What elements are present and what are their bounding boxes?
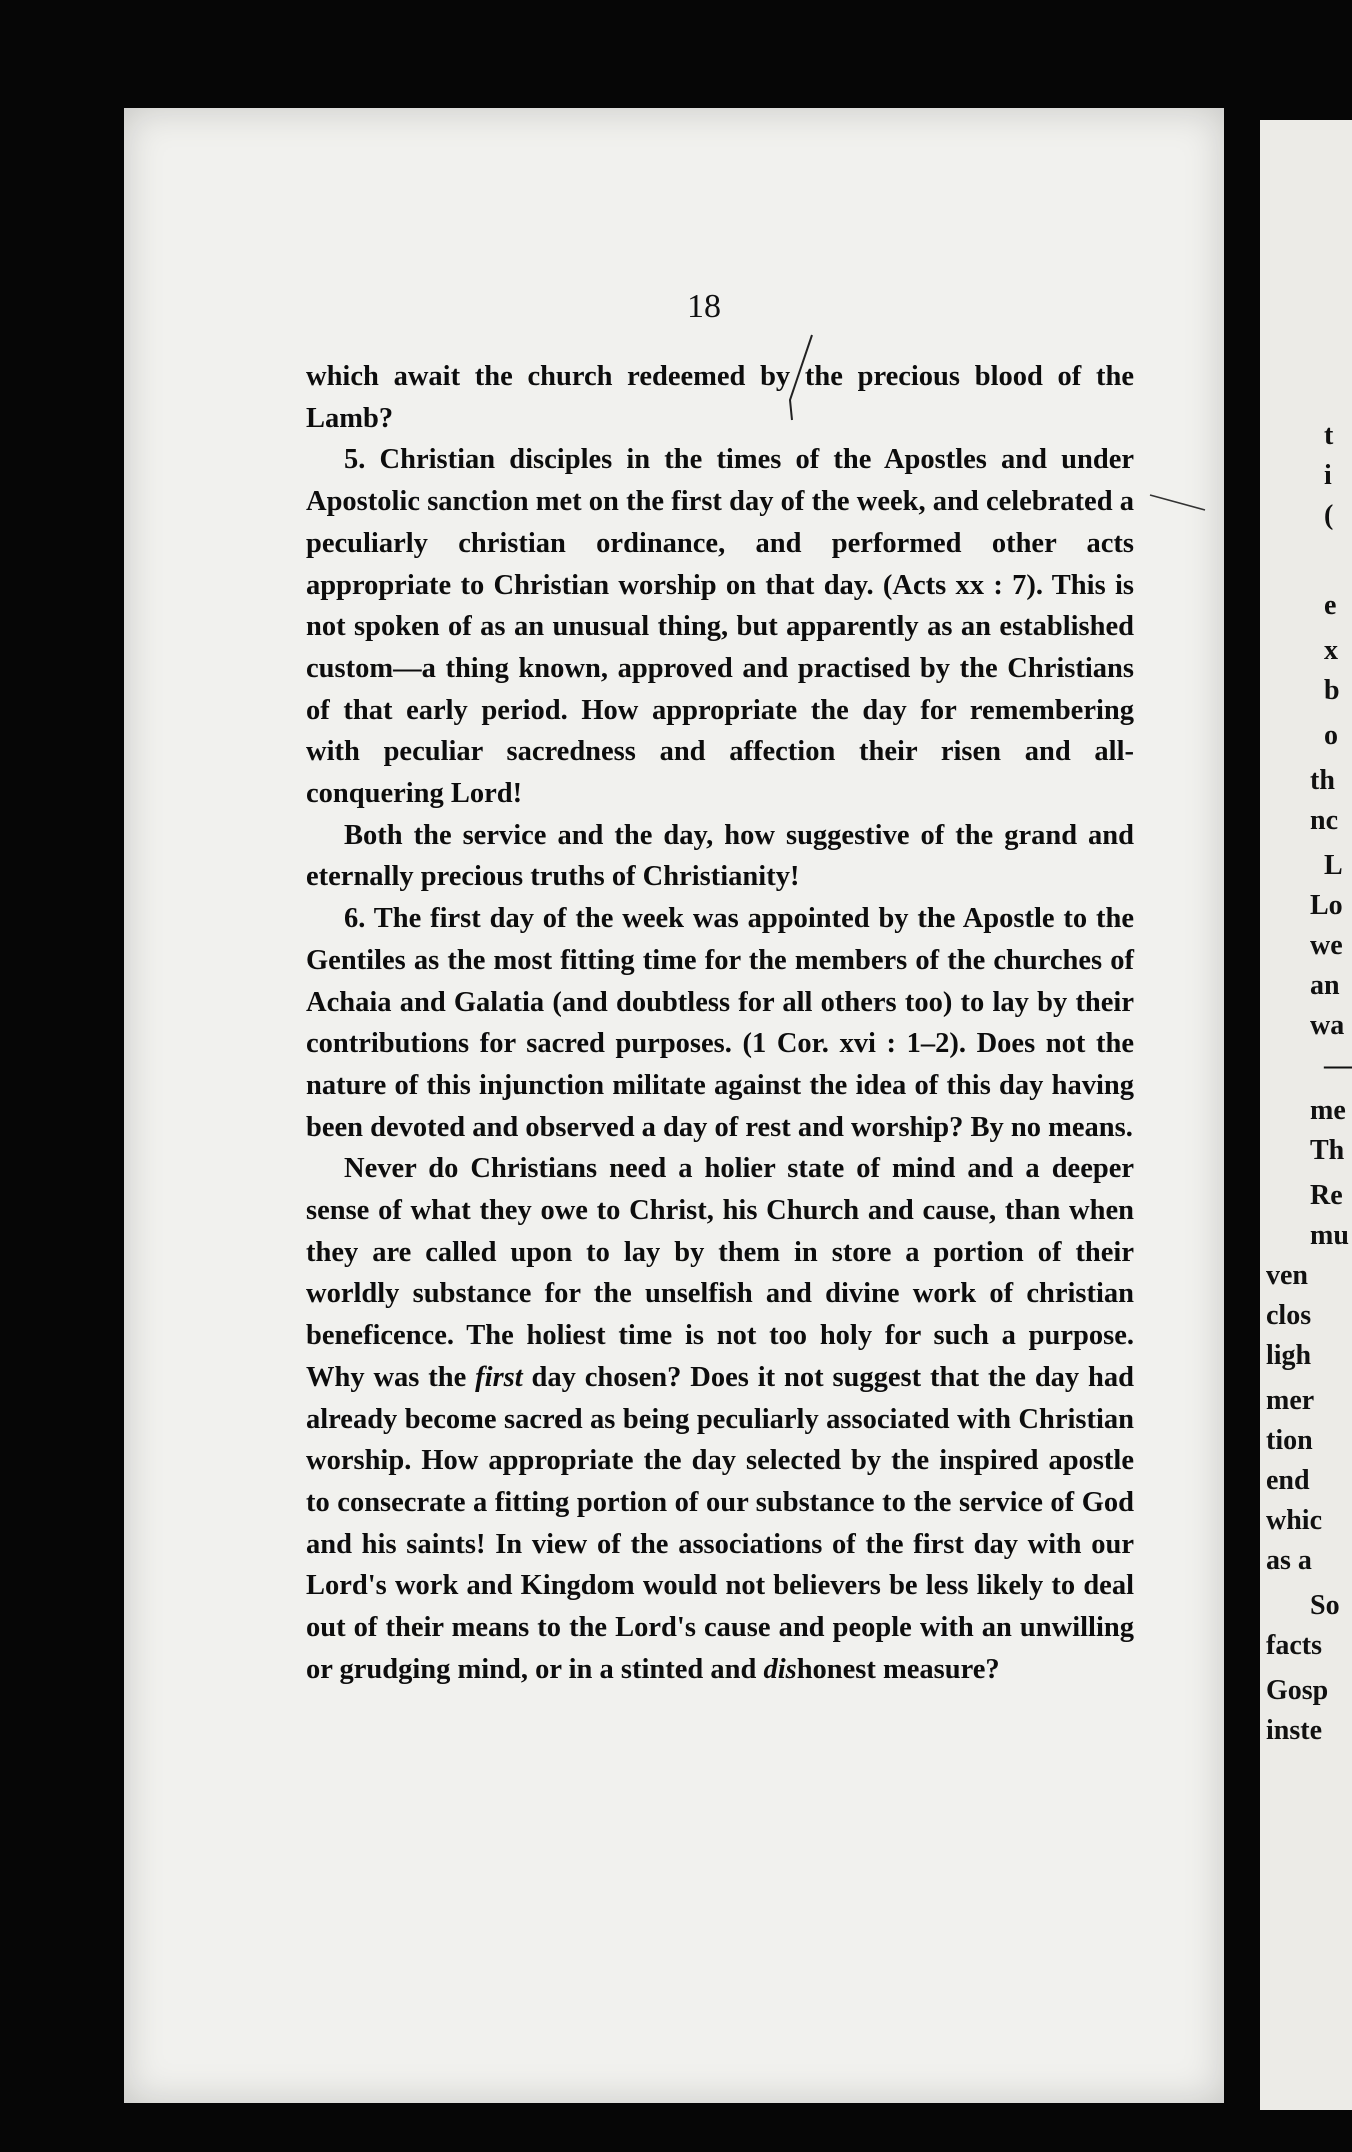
facing-page-fragment: So — [1310, 1590, 1340, 1621]
facing-page-fragment: mer — [1266, 1385, 1315, 1416]
facing-page-fragment: — — [1324, 1050, 1352, 1081]
facing-page-fragment: o — [1324, 720, 1338, 751]
facing-page-fragment: facts — [1266, 1630, 1322, 1661]
paragraph — [306, 1148, 1134, 1690]
paragraph — [306, 439, 1134, 814]
facing-page-fragment: tion — [1266, 1425, 1313, 1456]
text-run: day chosen? Does it not suggest that the day had already become sacred as being peculiarly associated with Christian worship. How appropriate the day selected by the inspired apostle to consecrate a fitting portion of our substance to the service of God and his saints! In view of the associations of the first day with our Lord's work and Kingdom would not believers be less likely to deal out of their means to the Lord's cause and people with an unwilling or grudging mind, or in a stinted and — [306, 1361, 1135, 1685]
text-run: honest measure? — [796, 1653, 1000, 1685]
text-run: Never do Christians need a holier state of mind and a deeper sense of what they owe to Christ, his Church and cause, than when they are called upon to lay by them in store a portion of their worldly substance for the unselfish and divine work of christian beneficence. The holiest time is not too holy for such a purpose. Why was the — [306, 1153, 1134, 1393]
facing-page-fragment: ligh — [1266, 1340, 1312, 1371]
facing-page-fragment: b — [1324, 675, 1340, 706]
facing-page-fragment: inste — [1266, 1715, 1322, 1746]
facing-page-fragment: x — [1324, 635, 1338, 666]
body-text — [306, 356, 1134, 1691]
facing-page-fragment: mu — [1310, 1220, 1349, 1251]
facing-page-fragment: wa — [1310, 1010, 1345, 1041]
facing-page-fragment: ven — [1266, 1260, 1308, 1291]
italic-text: dis — [763, 1653, 797, 1685]
facing-page-edge — [1260, 120, 1352, 2110]
facing-page-fragment: th — [1310, 765, 1335, 796]
facing-page-fragment: Th — [1310, 1135, 1345, 1166]
paragraph — [306, 815, 1134, 898]
facing-page-fragment: end — [1266, 1465, 1310, 1496]
facing-page-fragment: clos — [1266, 1300, 1312, 1331]
text-run: 6. The first day of the week was appointed by the Apostle to the Gentiles as the most fitting time for the members of the churches of Achaia and Galatia (and doubtless for all others too) to lay by their contributions for sacred purposes. (1 Cor. xvi : 1–2). Does not the nature of this injunction militate against the idea of this day having been devoted and observed a day of rest and worship? By no means. — [306, 903, 1134, 1143]
facing-page-fragment: i — [1324, 460, 1332, 491]
facing-page-fragment: whic — [1266, 1505, 1322, 1536]
facing-page-fragment: we — [1310, 930, 1343, 961]
page-number: 18 — [687, 288, 721, 325]
paragraph — [306, 356, 1134, 439]
facing-page-fragment: nc — [1310, 805, 1338, 836]
text-run: 5. Christian disciples in the times of the Apostles and under Apostolic sanction met on the first day of the week, and celebrated a peculiarly christian ordinance, and performed other acts appropriate to Christian worship on that day. (Acts xx : 7). This is not spoken of as an unusual thing, but apparently as an established custom—a thing known, approved and practised by the Christians of that early period. How appropriate the day for remembering with peculiar sacredness and affection their risen and all-conquering Lord! — [306, 444, 1134, 810]
book-page — [124, 108, 1224, 2103]
paragraph — [306, 898, 1134, 1148]
facing-page-fragment: ( — [1324, 500, 1334, 531]
facing-page-fragment: as a — [1266, 1545, 1312, 1576]
facing-page-fragment: L — [1324, 850, 1343, 881]
facing-page-fragment: Re — [1310, 1180, 1343, 1211]
facing-page-fragment: an — [1310, 970, 1340, 1001]
text-run: which await the church redeemed by the precious blood of the Lamb? — [306, 361, 1134, 434]
facing-page-fragment: t — [1324, 420, 1334, 451]
facing-page-fragment: Lo — [1310, 890, 1343, 921]
facing-page-fragment: e — [1324, 590, 1337, 621]
facing-page-fragment: Gosp — [1266, 1675, 1329, 1706]
facing-page-fragment: me — [1310, 1095, 1346, 1126]
italic-text: first — [475, 1361, 523, 1393]
text-run: Both the service and the day, how suggestive of the grand and eternally precious truths of Christianity! — [306, 819, 1134, 893]
